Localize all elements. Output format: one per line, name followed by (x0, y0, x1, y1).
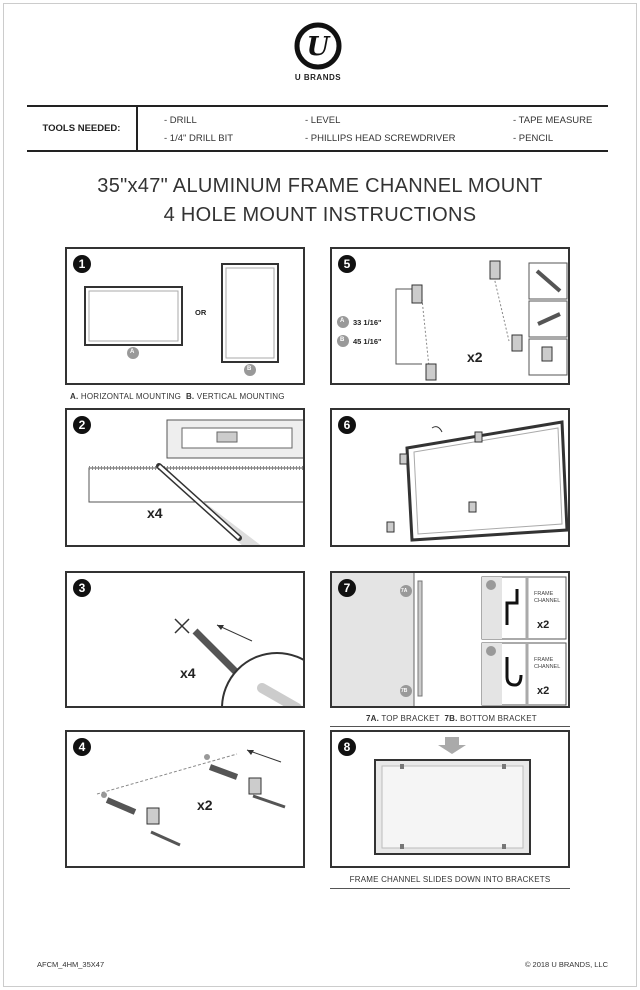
final-mount-illustration (332, 732, 570, 868)
svg-text:U: U (306, 32, 330, 62)
copyright: © 2018 U BRANDS, LLC (524, 960, 608, 969)
mounting-orientation-illustration (67, 249, 305, 385)
document-code: AFCM_4HM_35X47 (37, 960, 105, 969)
multiplier: x2 (537, 619, 550, 631)
anchor-and-screw-illustration (67, 732, 305, 868)
page-title-line1: 35"x47" ALUMINUM FRAME CHANNEL MOUNT (97, 175, 543, 197)
tools-label: TOOLS NEEDED: (27, 107, 138, 150)
frame-channel-label: FRAME CHANNEL (534, 591, 561, 604)
brand-name: U BRANDS (294, 73, 342, 82)
hang-frame-illustration (332, 410, 570, 547)
caption-key: A. (70, 392, 79, 401)
page-title-line2: 4 HOLE MOUNT INSTRUCTIONS (163, 204, 477, 226)
step-5-panel (330, 247, 570, 385)
caption-text: BOTTOM BRACKET (459, 714, 537, 723)
multiplier: x4 (180, 665, 196, 681)
step-number: 8 (338, 738, 356, 756)
bracket-spacing-illustration (332, 249, 570, 385)
step-number: 3 (73, 579, 91, 597)
dimension-a: 33 1/16" (353, 318, 382, 327)
step-number: 2 (73, 416, 91, 434)
step-3-panel (65, 571, 305, 708)
step-number: 6 (338, 416, 356, 434)
badge-a: A (340, 318, 345, 324)
multiplier: x4 (147, 505, 163, 521)
caption-text: VERTICAL MOUNTING (196, 392, 285, 401)
frame-channel-label: FRAME CHANNEL (534, 657, 561, 670)
or-label: OR (195, 308, 207, 317)
step-4-panel (65, 730, 305, 868)
badge-b: B (247, 366, 252, 372)
tool-item: - PENCIL (513, 133, 554, 144)
drill-illustration (67, 573, 305, 708)
tool-item: - DRILL (164, 115, 197, 126)
tag-7b: 7B (401, 688, 408, 694)
tool-item: - LEVEL (305, 115, 341, 126)
step-1-panel (65, 247, 305, 385)
u-brands-logo (293, 21, 343, 71)
step-7-caption (366, 714, 537, 723)
step-6-panel (330, 408, 570, 547)
dimension-b: 45 1/16" (353, 337, 382, 346)
step-number: 5 (338, 255, 356, 273)
multiplier: x2 (467, 349, 483, 365)
tools-needed-table (27, 105, 608, 152)
step-8-caption: FRAME CHANNEL SLIDES DOWN INTO BRACKETS (349, 875, 551, 884)
multiplier: x2 (197, 797, 213, 813)
tool-item: - PHILLIPS HEAD SCREWDRIVER (305, 133, 456, 144)
step-8-panel (330, 730, 570, 868)
step-2-panel (65, 408, 305, 547)
step-1-caption (70, 392, 285, 401)
caption-key: B. (185, 392, 195, 401)
divider (330, 888, 570, 889)
multiplier: x2 (537, 685, 550, 697)
badge-b: B (340, 337, 345, 343)
caption-text: TOP BRACKET (381, 714, 440, 723)
badge-a: A (130, 349, 135, 355)
tool-item: - 1/4" DRILL BIT (164, 133, 234, 144)
tag-7a: 7A (401, 588, 408, 594)
caption-key: 7A. (366, 714, 380, 723)
tool-item: - TAPE MEASURE (513, 115, 593, 126)
step-number: 1 (73, 255, 91, 273)
step-7-panel (330, 571, 570, 708)
divider (330, 726, 570, 727)
step-number: 4 (73, 738, 91, 756)
level-and-pencil-illustration (67, 410, 305, 547)
caption-text: HORIZONTAL MOUNTING (80, 392, 182, 401)
caption-key: 7B. (444, 714, 458, 723)
step-number: 7 (338, 579, 356, 597)
